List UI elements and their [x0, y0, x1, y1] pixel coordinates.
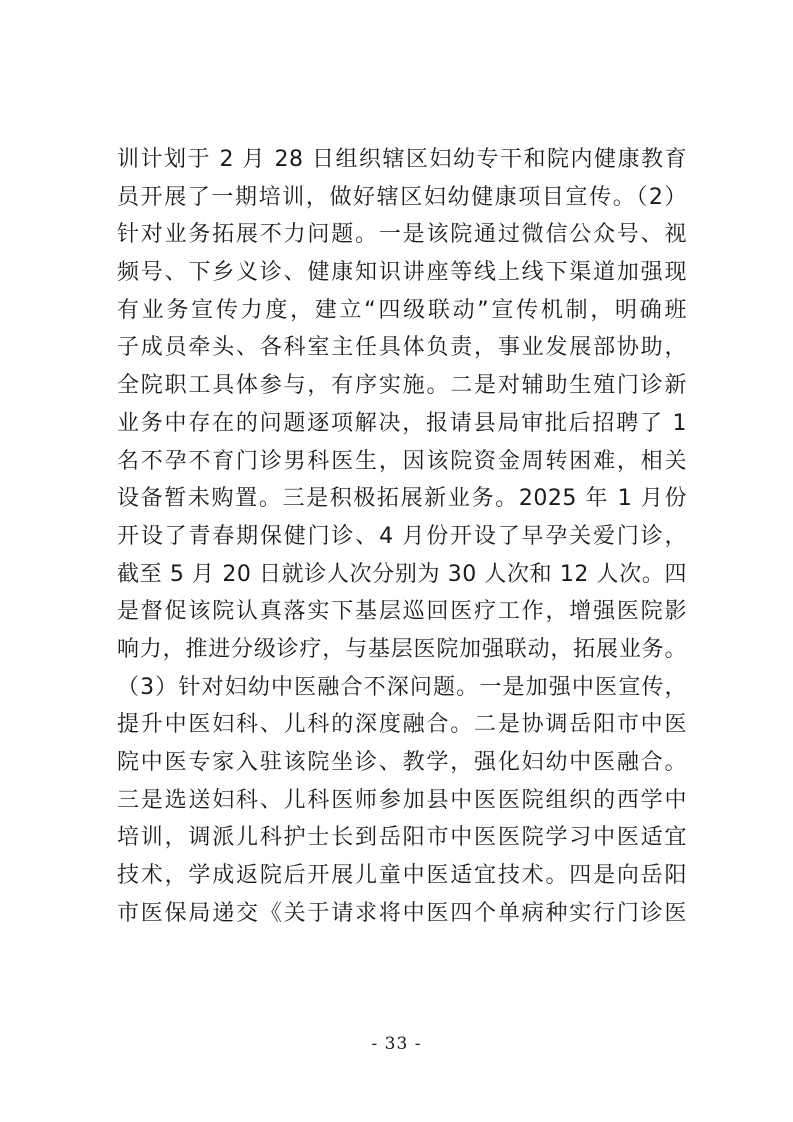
text-line: 名不孕不育门诊男科医生，因该院资金周转困难，相关: [117, 448, 687, 474]
text-line: 频号、下乡义诊、健康知识讲座等线上线下渠道加强现: [117, 260, 687, 286]
text-line: 训计划于 2 月 28 日组织辖区妇幼专干和院内健康教育: [117, 147, 687, 172]
text-line: 设备暂未购置。三是积极拓展新业务。2025 年 1 月份: [117, 486, 687, 512]
text-line: 技术，学成返院后开展儿童中医适宜技术。四是向岳阳: [117, 863, 687, 889]
text-line: 员开展了一期培训，做好辖区妇幼健康项目宣传。（2）: [117, 184, 687, 210]
text-line: 截至 5 月 20 日就诊人次分别为 30 人次和 12 人次。四: [117, 561, 687, 587]
text-line: 市医保局递交《关于请求将中医四个单病种实行门诊医: [117, 900, 687, 926]
page-number: - 33 -: [371, 1034, 422, 1054]
text-line: 是督促该院认真落实下基层巡回医疗工作，增强医院影: [117, 599, 687, 625]
text-line: 院中医专家入驻该院坐诊、教学，强化妇幼中医融合。: [117, 750, 687, 775]
text-line: 提升中医妇科、儿科的深度融合。二是协调岳阳市中医: [117, 712, 687, 738]
text-line: 业务中存在的问题逐项解决，报请县局审批后招聘了 1: [117, 410, 687, 436]
text-line: 针对业务拓展不力问题。一是该院通过微信公众号、视: [117, 222, 687, 248]
text-line: 培训，调派儿科护士长到岳阳市中医医院学习中医适宜: [117, 825, 687, 851]
text-line: 有业务宣传力度，建立“四级联动”宣传机制，明确班: [117, 297, 687, 323]
text-line: （3）针对妇幼中医融合不深问题。一是加强中医宣传，: [117, 674, 687, 700]
text-line: 响力，推进分级诊疗，与基层医院加强联动，拓展业务。: [117, 636, 687, 662]
text-line: 三是选送妇科、儿科医师参加县中医医院组织的西学中: [117, 787, 687, 813]
text-line: 子成员牵头、各科室主任具体负责，事业发展部协助，: [117, 335, 687, 361]
text-line: 全院职工具体参与，有序实施。二是对辅助生殖门诊新: [117, 373, 687, 399]
body-text: [117, 141, 687, 932]
text-line: 开设了青春期保健门诊、4 月份开设了早孕关爱门诊，: [117, 523, 687, 549]
